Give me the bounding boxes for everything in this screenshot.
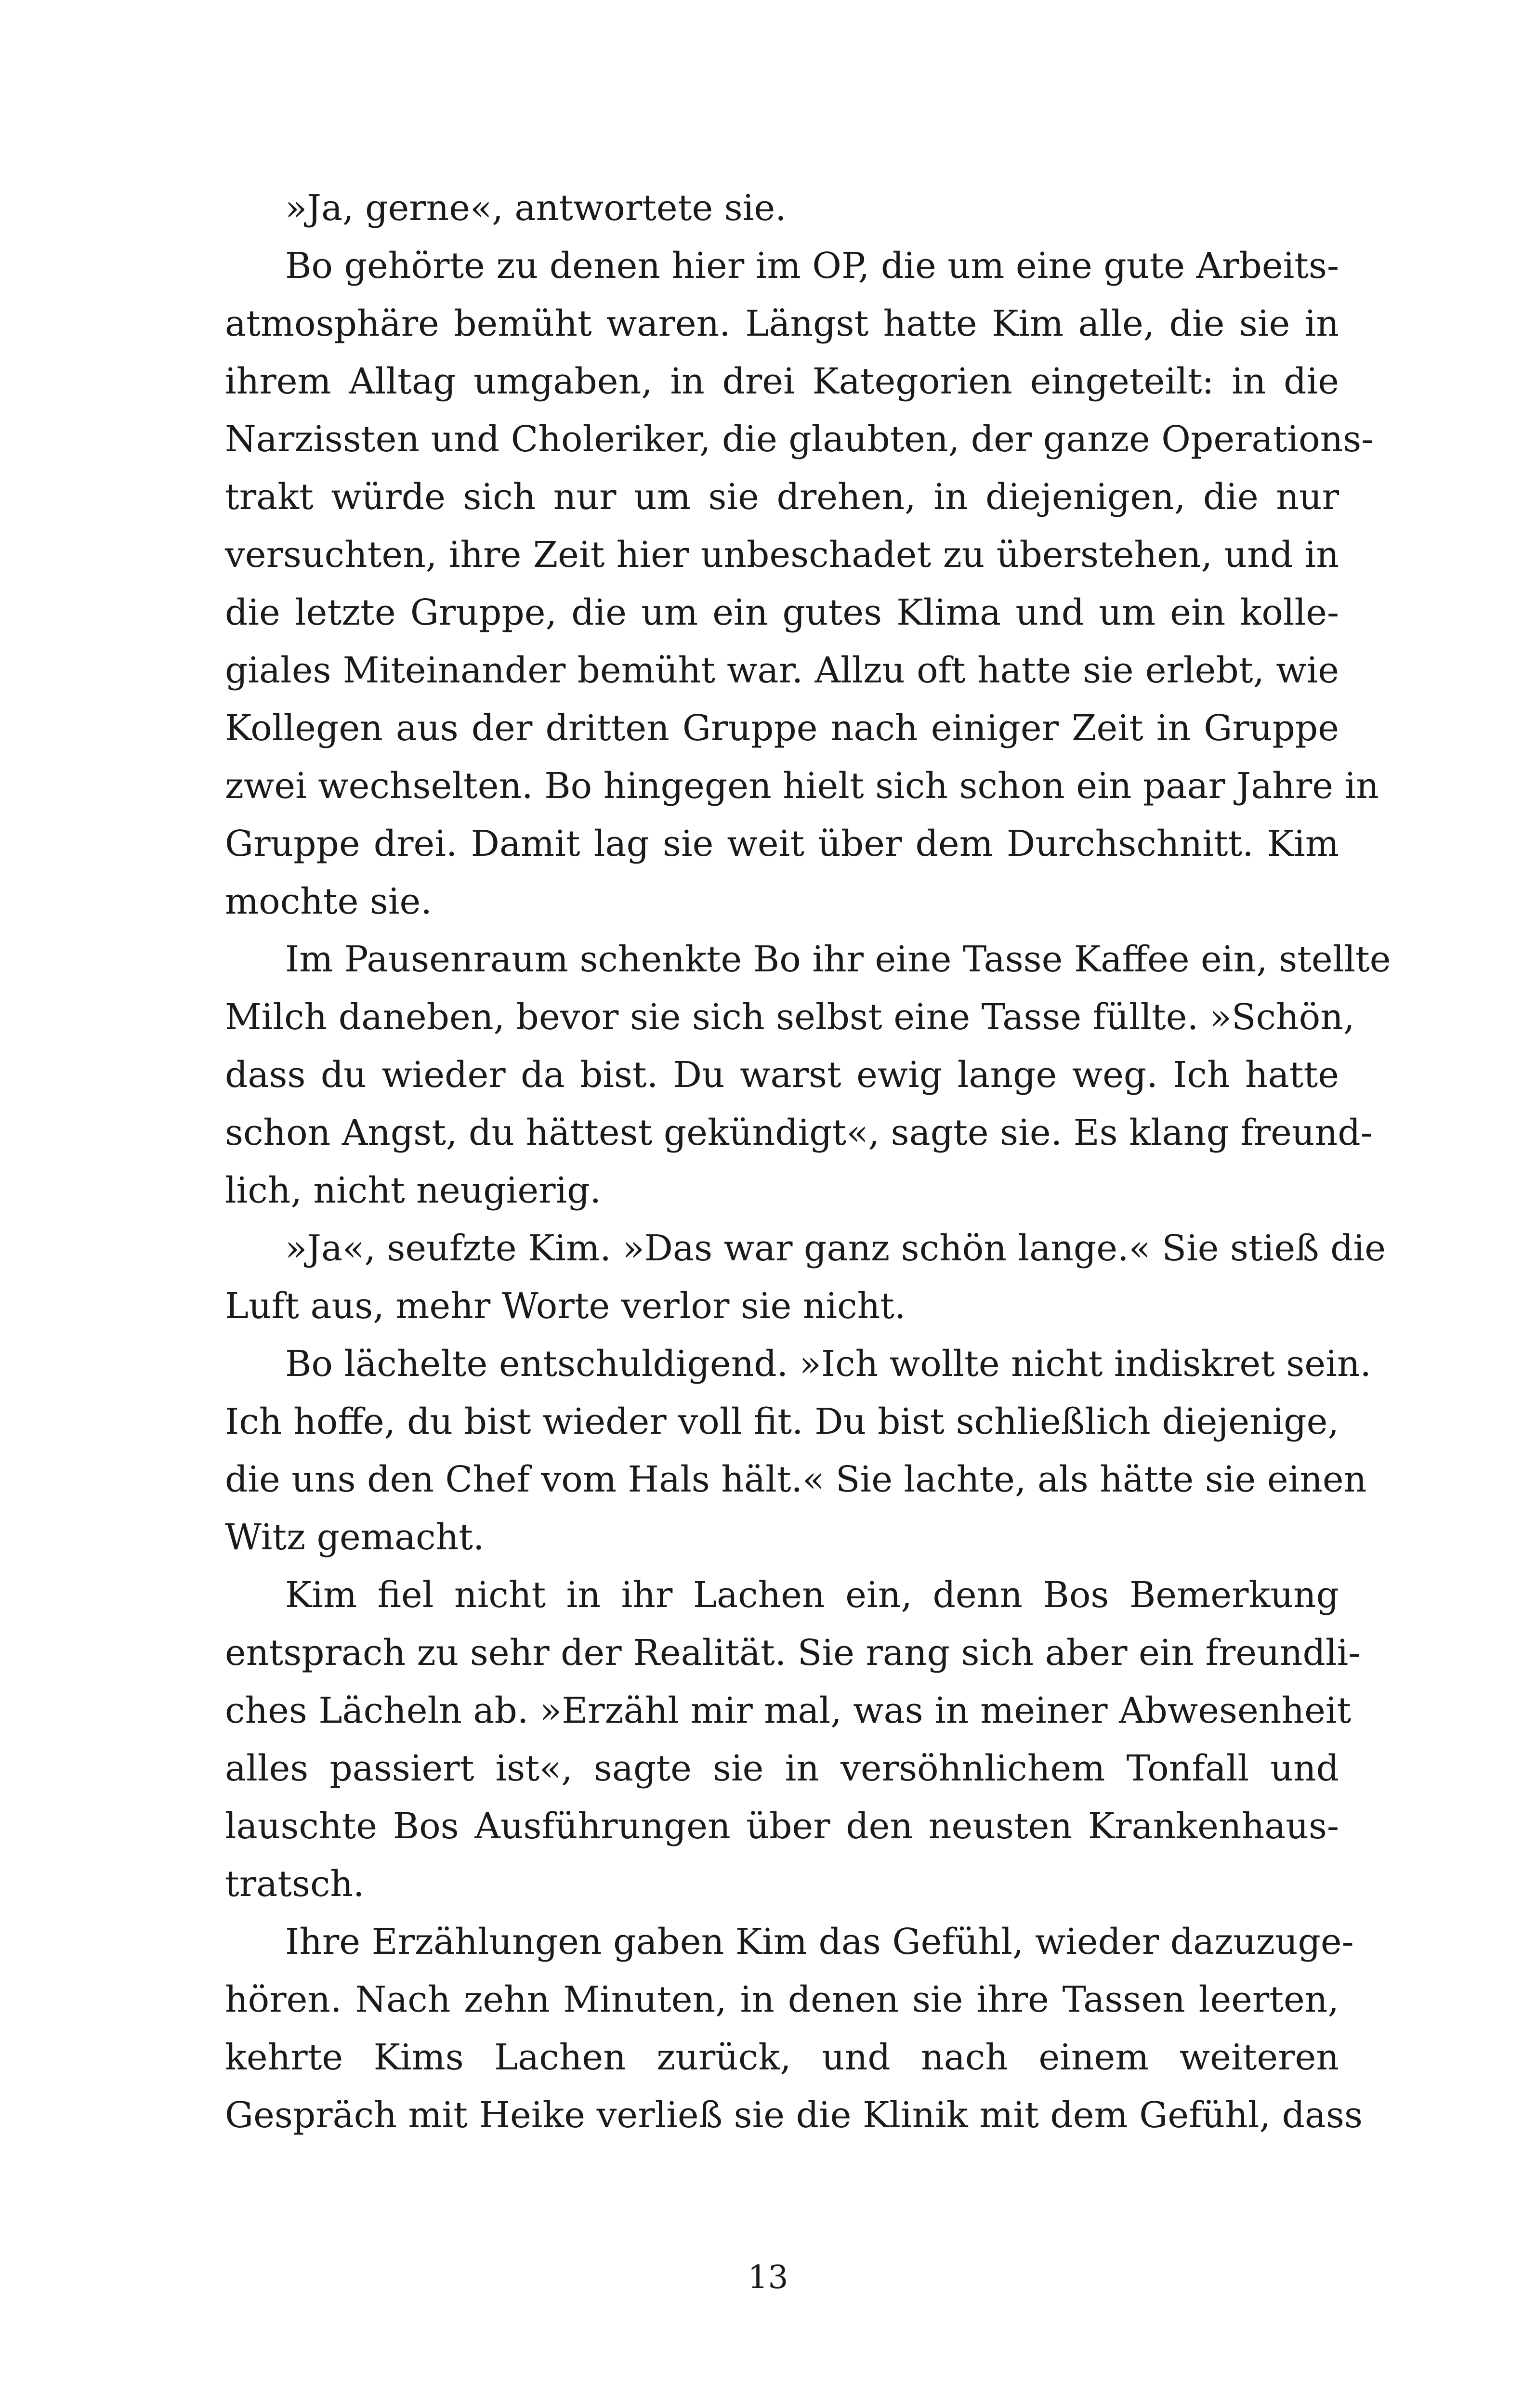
body-text <box>225 179 1391 2144</box>
text-line: versuchten, ihre Zeit hier unbeschadet zu überstehen, und in <box>225 534 1339 576</box>
text-line: schon Angst, du hättest gekündigt«, sagte sie. Es klang freund- <box>225 1112 1373 1153</box>
text-line: »Ja, gerne«, antwortete sie. <box>285 187 787 229</box>
text-line: Bo gehörte zu denen hier im OP, die um eine gute Arbeits- <box>285 245 1339 287</box>
text-line: trakt würde sich nur um sie drehen, in diejenigen, die nur <box>225 476 1339 518</box>
text-line: »Ja«, seufzte Kim. »Das war ganz schön lange.« Sie stieß die <box>285 1228 1386 1269</box>
paragraph <box>225 179 1339 237</box>
text-line: giales Miteinander bemüht war. Allzu oft hatte sie erlebt, wie <box>225 650 1339 691</box>
paragraph <box>225 237 1379 930</box>
text-line: entsprach zu sehr der Realität. Sie rang sich aber ein freundli- <box>225 1632 1361 1674</box>
text-line: Kim fiel nicht in ihr Lachen ein, denn Bos Bemerkung <box>285 1574 1339 1616</box>
page-number: 13 <box>748 2259 788 2296</box>
text-line: die uns den Chef vom Hals hält.« Sie lachte, als hätte sie einen <box>225 1459 1367 1500</box>
text-line: atmosphäre bemüht waren. Längst hatte Kim alle, die sie in <box>225 303 1339 344</box>
paragraph <box>225 1335 1372 1566</box>
text-line: mochte sie. <box>225 881 432 922</box>
text-line: die letzte Gruppe, die um ein gutes Klima und um ein kolle- <box>225 592 1339 633</box>
text-line: ches Lächeln ab. »Erzähl mir mal, was in meiner Abwesenheit <box>225 1690 1352 1731</box>
text-line: lauschte Bos Ausführungen über den neusten Krankenhaus- <box>225 1806 1339 1847</box>
text-line: lich, nicht neugierig. <box>225 1170 602 1211</box>
text-line: Im Pausenraum schenkte Bo ihr eine Tasse Kaffee ein, stellte <box>285 939 1391 980</box>
text-line: Gespräch mit Heike verließ sie die Klinik mit dem Gefühl, dass <box>225 2094 1363 2136</box>
text-line: Milch daneben, bevor sie sich selbst eine Tasse füllte. »Schön, <box>225 996 1355 1038</box>
text-line: Kollegen aus der dritten Gruppe nach einiger Zeit in Gruppe <box>225 707 1339 749</box>
text-line: Witz gemacht. <box>225 1517 485 1558</box>
text-line: dass du wieder da bist. Du warst ewig lange weg. Ich hatte <box>225 1054 1339 1096</box>
text-line: Narzissten und Choleriker, die glaubten, der ganze Operations- <box>225 419 1374 460</box>
text-line: Bo lächelte entschuldigend. »Ich wollte nicht indiskret sein. <box>285 1343 1372 1385</box>
paragraph <box>225 1913 1363 2144</box>
text-line: Gruppe drei. Damit lag sie weit über dem Durchschnitt. Kim <box>225 823 1339 864</box>
text-line: hören. Nach zehn Minuten, in denen sie ihre Tassen leerten, <box>225 1979 1339 2020</box>
text-line: kehrte Kims Lachen zurück, und nach einem weiteren <box>225 2037 1339 2078</box>
text-line: Luft aus, mehr Worte verlor sie nicht. <box>225 1285 906 1327</box>
text-line: ihrem Alltag umgaben, in drei Kategorien eingeteilt: in die <box>225 361 1339 402</box>
paragraph <box>225 1219 1386 1335</box>
paragraph <box>225 1566 1361 1913</box>
text-line: Ihre Erzählungen gaben Kim das Gefühl, wieder dazuzuge- <box>285 1921 1354 1963</box>
text-line: tratsch. <box>225 1863 365 1905</box>
text-line: alles passiert ist«, sagte sie in versöhnlichem Tonfall und <box>225 1748 1339 1789</box>
text-line: zwei wechselten. Bo hingegen hielt sich schon ein paar Jahre in <box>225 765 1379 807</box>
text-line: Ich hoffe, du bist wieder voll fit. Du bist schließlich diejenige, <box>225 1401 1339 1442</box>
paragraph <box>225 930 1391 1219</box>
